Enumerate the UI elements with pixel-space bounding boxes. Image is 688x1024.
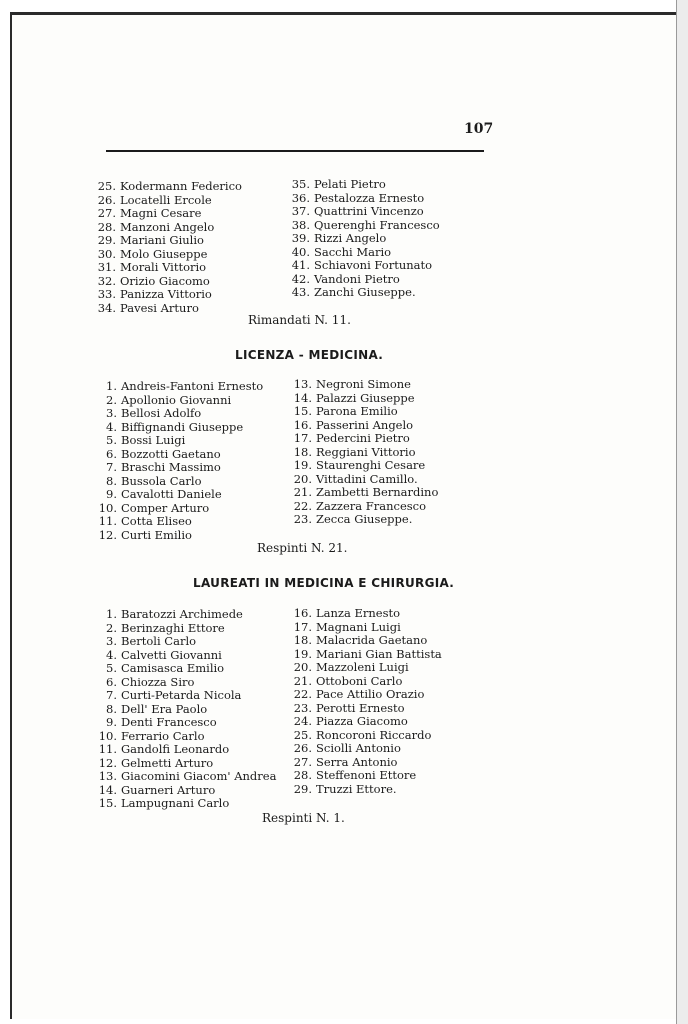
list-item-number: 37.	[291, 204, 310, 218]
list-item-number: 22.	[293, 498, 312, 513]
list-item	[292, 405, 438, 419]
list-item	[97, 529, 263, 543]
list-item	[292, 756, 442, 770]
list-item-number: 23.	[293, 700, 312, 715]
section2-summary: Respinti N. 21.	[257, 541, 348, 555]
list-item-number: 28.	[293, 768, 312, 782]
list-item-name: Palazzi Giuseppe	[316, 390, 415, 405]
list-item-name: Bertoli Carlo	[121, 634, 197, 648]
list-item-name: Morali Vittorio	[120, 260, 207, 274]
list-item	[97, 757, 276, 771]
list-item-name: Staurenghi Cesare	[316, 458, 426, 472]
section3-left-list	[97, 608, 276, 811]
list-item	[97, 662, 276, 676]
list-item-name: Bellosi Adolfo	[121, 406, 202, 420]
list-item	[97, 635, 276, 649]
list-item-name: Negroni Simone	[316, 377, 411, 391]
list-item-number: 15.	[98, 796, 117, 810]
list-item-name: Pestalozza Ernesto	[314, 190, 425, 205]
list-item-number: 1.	[106, 379, 117, 393]
list-item-number: 22.	[293, 687, 312, 701]
list-item-number: 14.	[293, 390, 312, 405]
list-item-name: Vandoni Pietro	[314, 271, 400, 286]
list-item	[97, 743, 276, 757]
list-item-name: Pelati Pietro	[314, 177, 386, 191]
list-item-number: 33.	[97, 287, 116, 301]
list-item	[97, 770, 276, 784]
list-item	[97, 394, 263, 408]
list-item	[290, 232, 440, 246]
list-item-name: Denti Francesco	[121, 715, 217, 729]
list-item-number: 38.	[291, 217, 310, 232]
list-item	[96, 207, 242, 221]
list-item-name: Bossi Luigi	[121, 433, 186, 447]
section3-summary: Respinti N. 1.	[262, 811, 345, 825]
list-item-name: Pedercini Pietro	[316, 431, 410, 445]
list-item	[96, 302, 242, 316]
list-item-name: Apollonio Giovanni	[121, 392, 232, 407]
list-item	[290, 286, 440, 300]
list-item-number: 18.	[293, 633, 312, 647]
list-item-name: Serra Antonio	[316, 754, 398, 769]
list-item-number: 18.	[293, 444, 312, 459]
list-item-name: Braschi Massimo	[121, 460, 221, 474]
list-item-number: 17.	[293, 619, 312, 634]
list-item-name: Lampugnani Carlo	[121, 796, 230, 810]
list-item	[96, 221, 242, 235]
list-item-number: 24.	[293, 714, 312, 728]
list-item-number: 27.	[293, 754, 312, 769]
list-item-name: Magnani Luigi	[316, 619, 401, 634]
list-item-number: 4.	[106, 419, 117, 434]
list-item	[292, 432, 438, 446]
list-item	[292, 446, 438, 460]
list-item-name: Comper Arturo	[121, 500, 210, 515]
list-item	[97, 689, 276, 703]
list-item-number: 9.	[106, 715, 117, 729]
list-item-number: 7.	[106, 688, 117, 702]
list-item-number: 2.	[106, 620, 117, 635]
section1-right-list	[290, 178, 440, 300]
list-item-name: Roncoroni Riccardo	[316, 727, 432, 742]
list-item-name: Kodermann Federico	[120, 179, 242, 193]
list-item-name: Baratozzi Archimede	[121, 607, 243, 621]
list-item	[97, 649, 276, 663]
list-item-number: 31.	[97, 260, 116, 274]
list-item-name: Curti-Petarda Nicola	[121, 688, 242, 702]
list-item-name: Gelmetti Arturo	[121, 755, 214, 770]
list-item	[97, 380, 263, 394]
list-item-number: 7.	[106, 460, 117, 474]
list-item-number: 29.	[97, 233, 116, 247]
list-item	[96, 180, 242, 194]
list-item-number: 25.	[97, 179, 116, 193]
list-item	[290, 246, 440, 260]
list-item	[97, 475, 263, 489]
list-item-number: 21.	[293, 485, 312, 499]
list-item	[292, 634, 442, 648]
header-rule	[106, 150, 484, 152]
list-item-name: Dell' Era Paolo	[121, 701, 208, 716]
list-item-name: Reggiani Vittorio	[316, 444, 416, 459]
list-item-number: 40.	[291, 244, 310, 259]
list-item	[292, 473, 438, 487]
list-item-number: 23.	[293, 512, 312, 526]
list-item-name: Camisasca Emilio	[121, 661, 225, 675]
list-item-name: Sciolli Antonio	[316, 741, 401, 755]
list-item	[97, 407, 263, 421]
section3-right-list	[292, 607, 442, 796]
list-item-name: Cavalotti Daniele	[121, 487, 222, 501]
list-item-name: Quattrini Vincenzo	[314, 204, 424, 218]
list-item	[292, 621, 442, 635]
page-number: 107	[464, 121, 494, 137]
list-item	[97, 797, 276, 811]
list-item	[290, 192, 440, 206]
section2-left-list	[97, 380, 263, 542]
list-item-number: 11.	[98, 742, 117, 756]
list-item	[96, 288, 242, 302]
list-item	[97, 461, 263, 475]
list-item-number: 29.	[293, 781, 312, 796]
list-item	[292, 513, 438, 527]
list-item-number: 3.	[106, 406, 117, 420]
list-item	[292, 688, 442, 702]
list-item	[290, 178, 440, 192]
list-item-number: 17.	[293, 431, 312, 445]
list-item-name: Bozzotti Gaetano	[121, 446, 221, 461]
list-item-number: 35.	[291, 177, 310, 191]
list-item-name: Molo Giuseppe	[120, 246, 208, 261]
list-item-number: 25.	[293, 727, 312, 742]
list-item	[290, 219, 440, 233]
list-item-name: Sacchi Mario	[314, 244, 392, 259]
list-item	[292, 500, 438, 514]
list-item	[97, 434, 263, 448]
list-item	[96, 261, 242, 275]
list-item	[292, 661, 442, 675]
list-item-name: Zambetti Bernardino	[316, 485, 439, 499]
list-item-number: 5.	[106, 661, 117, 675]
list-item-name: Mazzoleni Luigi	[316, 660, 409, 674]
list-item-number: 16.	[293, 417, 312, 432]
list-item-number: 26.	[97, 192, 116, 207]
list-item-name: Rizzi Angelo	[314, 231, 387, 245]
page-edge	[676, 0, 688, 1024]
list-item-number: 19.	[293, 646, 312, 661]
list-item	[290, 205, 440, 219]
list-item-name: Lanza Ernesto	[316, 606, 401, 620]
list-item-name: Biffignandi Giuseppe	[121, 419, 244, 434]
list-item	[96, 248, 242, 262]
list-item-name: Vittadini Camillo.	[316, 471, 418, 486]
list-item	[97, 730, 276, 744]
list-item-number: 41.	[291, 258, 310, 272]
list-item	[96, 234, 242, 248]
list-item-number: 13.	[293, 377, 312, 391]
list-item	[292, 607, 442, 621]
list-item-number: 43.	[291, 285, 310, 299]
section3-heading: LAUREATI IN MEDICINA E CHIRURGIA.	[193, 576, 455, 590]
list-item-name: Zecca Giuseppe.	[316, 512, 413, 526]
list-item-name: Mariani Giulio	[120, 233, 204, 247]
list-item-name: Mariani Gian Battista	[316, 646, 442, 661]
list-item-name: Locatelli Ercole	[120, 192, 212, 207]
list-item-name: Perotti Ernesto	[316, 700, 405, 715]
list-item	[292, 378, 438, 392]
list-item-number: 12.	[98, 755, 117, 770]
list-item	[97, 421, 263, 435]
list-item	[97, 716, 276, 730]
list-item-number: 14.	[98, 782, 117, 797]
list-item-number: 9.	[106, 487, 117, 501]
list-item-number: 26.	[293, 741, 312, 755]
list-item-name: Ottoboni Carlo	[316, 673, 403, 688]
list-item-number: 21.	[293, 673, 312, 688]
list-item	[97, 784, 276, 798]
list-item-number: 13.	[98, 769, 117, 783]
list-item	[97, 515, 263, 529]
list-item-name: Pace Attilio Orazio	[316, 687, 425, 701]
list-item-number: 4.	[106, 647, 117, 662]
list-item-name: Malacrida Gaetano	[316, 633, 428, 647]
list-item-name: Andreis-Fantoni Ernesto	[121, 379, 264, 393]
list-item	[290, 259, 440, 273]
list-item-number: 36.	[291, 190, 310, 205]
list-item-number: 28.	[97, 219, 116, 234]
list-item-name: Manzoni Angelo	[120, 219, 215, 234]
list-item-name: Cotta Eliseo	[121, 514, 192, 528]
list-item-number: 27.	[97, 206, 116, 220]
list-item	[292, 742, 442, 756]
list-item-name: Ferrario Carlo	[121, 728, 205, 743]
list-item	[97, 676, 276, 690]
list-item-name: Panizza Vittorio	[120, 287, 212, 301]
list-item	[292, 419, 438, 433]
list-item-name: Piazza Giacomo	[316, 714, 408, 728]
list-item	[97, 488, 263, 502]
list-item	[97, 502, 263, 516]
list-item	[292, 459, 438, 473]
list-item-number: 6.	[106, 446, 117, 461]
list-item-number: 11.	[98, 514, 117, 528]
list-item	[292, 702, 442, 716]
list-item-number: 6.	[106, 674, 117, 689]
list-item	[97, 448, 263, 462]
list-item	[292, 729, 442, 743]
list-item-name: Passerini Angelo	[316, 417, 414, 432]
list-item-number: 3.	[106, 634, 117, 648]
list-item	[97, 703, 276, 717]
list-item-number: 1.	[106, 607, 117, 621]
section1-left-list	[96, 180, 242, 315]
list-item	[292, 783, 442, 797]
list-item-number: 32.	[97, 273, 116, 288]
list-item-number: 20.	[293, 660, 312, 674]
list-item-number: 15.	[293, 404, 312, 418]
list-item	[96, 194, 242, 208]
list-item-name: Calvetti Giovanni	[121, 647, 222, 662]
list-item-name: Curti Emilio	[121, 527, 192, 542]
list-item-number: 30.	[97, 246, 116, 261]
list-item-name: Truzzi Ettore.	[316, 781, 397, 796]
section2-right-list	[292, 378, 438, 527]
list-item-number: 34.	[97, 300, 116, 315]
list-item-number: 39.	[291, 231, 310, 245]
list-item-name: Magni Cesare	[120, 206, 202, 220]
list-item	[292, 675, 442, 689]
list-item-name: Chiozza Siro	[121, 674, 195, 689]
list-item-name: Parona Emilio	[316, 404, 398, 418]
list-item	[97, 608, 276, 622]
list-item	[292, 715, 442, 729]
list-item-name: Bussola Carlo	[121, 473, 202, 488]
list-item-name: Querenghi Francesco	[314, 217, 440, 232]
list-item	[292, 392, 438, 406]
list-item-name: Guarneri Arturo	[121, 782, 216, 797]
list-item-number: 12.	[98, 527, 117, 542]
list-item-number: 10.	[98, 500, 117, 515]
list-item	[292, 486, 438, 500]
list-item-number: 2.	[106, 392, 117, 407]
list-item-number: 10.	[98, 728, 117, 743]
list-item-number: 8.	[106, 473, 117, 488]
list-item-number: 16.	[293, 606, 312, 620]
section2-heading: LICENZA - MEDICINA.	[235, 348, 384, 362]
list-item-name: Orizio Giacomo	[120, 273, 210, 288]
list-item-name: Gandolfi Leonardo	[121, 742, 230, 756]
section1-summary: Rimandati N. 11.	[248, 313, 351, 327]
list-item	[97, 622, 276, 636]
list-item-name: Zanchi Giuseppe.	[314, 285, 416, 299]
list-item-number: 19.	[293, 458, 312, 472]
list-item-name: Giacomini Giacom' Andrea	[121, 769, 277, 783]
list-item-name: Berinzaghi Ettore	[121, 620, 225, 635]
list-item-name: Steffenoni Ettore	[316, 768, 417, 782]
list-item	[290, 273, 440, 287]
list-item-number: 8.	[106, 701, 117, 716]
list-item-name: Zazzera Francesco	[316, 498, 427, 513]
list-item-name: Pavesi Arturo	[120, 300, 199, 315]
list-item	[96, 275, 242, 289]
list-item-number: 42.	[291, 271, 310, 286]
list-item	[292, 769, 442, 783]
list-item-number: 20.	[293, 471, 312, 486]
list-item-number: 5.	[106, 433, 117, 447]
list-item-name: Schiavoni Fortunato	[314, 258, 433, 272]
list-item	[292, 648, 442, 662]
